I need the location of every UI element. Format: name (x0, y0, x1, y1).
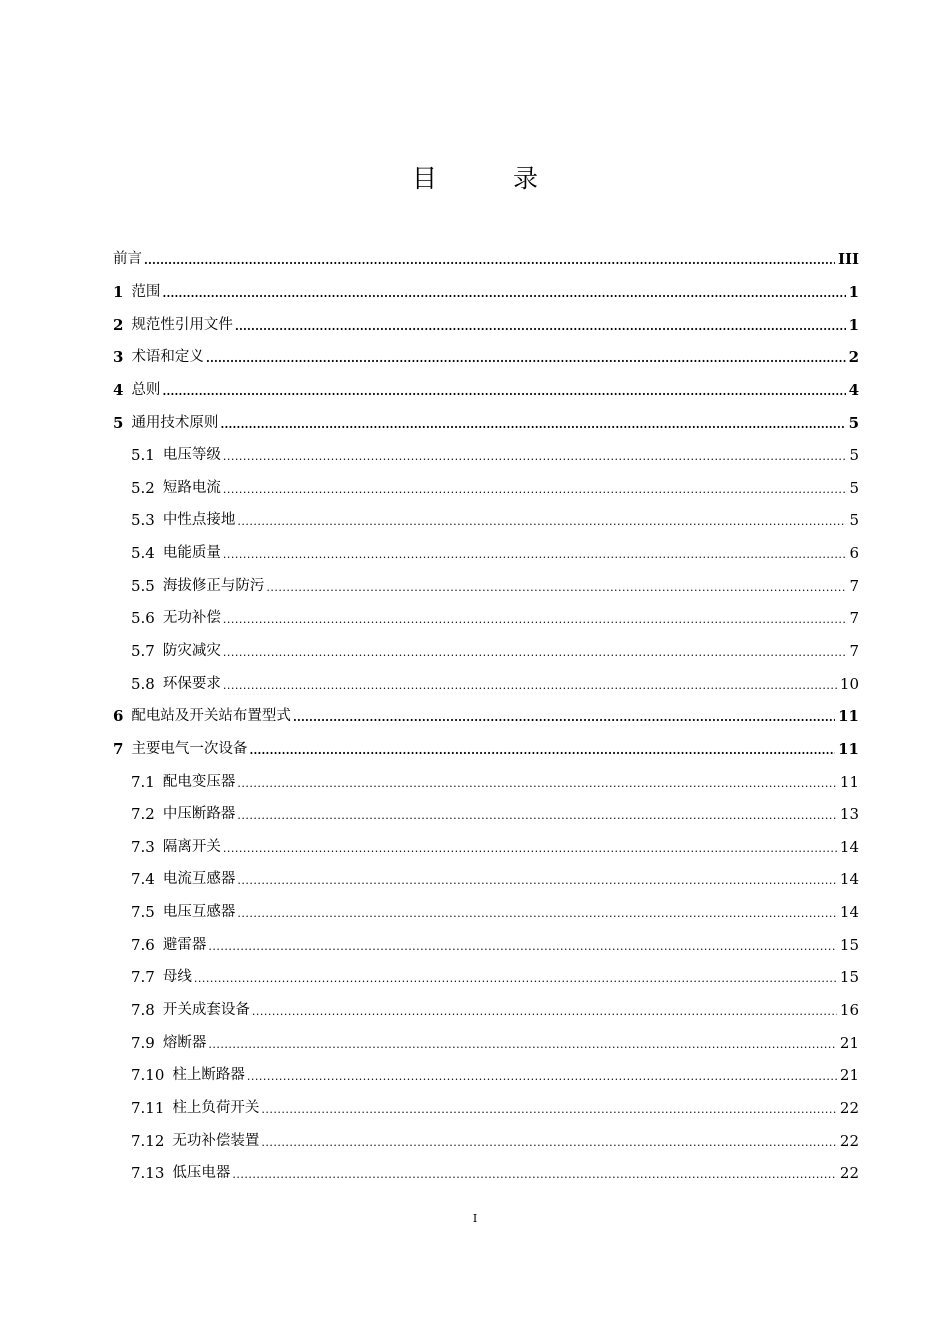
toc-entry-page: 22 (839, 1098, 859, 1117)
toc-entry-title: 通用技术原则 (131, 414, 219, 431)
toc-entry-page: 5 (849, 478, 859, 497)
toc-entry-number: 7.3 (131, 837, 155, 856)
toc-dot-leader (261, 1098, 837, 1118)
toc-entry-title: 电压等级 (162, 447, 221, 464)
toc-entry-title: 配电站及开关站布置型式 (131, 708, 291, 725)
toc-entry-page: 15 (839, 968, 859, 987)
toc-dot-leader (247, 1065, 837, 1085)
toc-dot-leader (208, 935, 837, 955)
toc-entry-page: 1 (848, 315, 859, 334)
toc-entry-page: 11 (838, 707, 859, 726)
toc-dot-leader (162, 282, 845, 302)
toc-dot-leader (223, 837, 837, 857)
toc-entry[interactable] (131, 635, 859, 668)
toc-entry[interactable] (131, 1124, 859, 1157)
toc-entry[interactable] (131, 602, 859, 635)
toc-entry-number: 5.5 (131, 576, 155, 595)
toc-entry-title: 柱上断路器 (172, 1067, 245, 1084)
toc-entry-page: 21 (839, 1066, 859, 1085)
toc-dot-leader (237, 772, 837, 792)
toc-entry-title: 术语和定义 (131, 349, 204, 366)
toc-entry-title: 海拔修正与防污 (162, 577, 265, 594)
toc-entry-page: 10 (839, 674, 859, 693)
toc-entry-number: 7.13 (131, 1164, 165, 1183)
toc-entry[interactable] (113, 276, 859, 309)
toc-entry[interactable] (113, 243, 859, 276)
toc-dot-leader (261, 1131, 837, 1151)
toc-entry-number: 5.1 (131, 446, 155, 465)
toc-entry-page: 15 (839, 935, 859, 954)
toc-entry-page: 13 (839, 805, 859, 824)
toc-entry-number: 5.3 (131, 511, 155, 530)
toc-entry-page: III (837, 250, 859, 269)
toc-entry-page: 21 (839, 1033, 859, 1052)
toc-entry-page: 7 (849, 609, 859, 628)
toc-entry[interactable] (131, 504, 859, 537)
table-of-contents (0, 243, 950, 1190)
toc-entry-number: 5.7 (131, 642, 155, 660)
toc-entry-title: 电压互感器 (162, 904, 236, 921)
toc-entry[interactable] (131, 439, 859, 472)
toc-dot-leader (266, 576, 846, 596)
toc-entry-number: 7.1 (131, 772, 155, 791)
toc-entry-title: 前言 (113, 251, 142, 268)
toc-entry-page: 14 (839, 903, 859, 922)
toc-entry-title: 电流互感器 (162, 871, 236, 888)
toc-entry[interactable] (131, 1092, 859, 1125)
toc-entry-number: 6 (113, 707, 124, 726)
toc-entry[interactable] (131, 667, 859, 700)
toc-entry[interactable] (131, 831, 859, 864)
toc-dot-leader (252, 1000, 837, 1020)
toc-entry[interactable] (131, 471, 859, 504)
toc-dot-leader (223, 445, 846, 465)
toc-entry-title: 中性点接地 (162, 512, 236, 529)
toc-entry[interactable] (131, 798, 859, 831)
toc-entry-number: 7.5 (131, 903, 155, 922)
toc-entry-number: 7.6 (131, 935, 155, 954)
toc-entry[interactable] (131, 765, 859, 798)
toc-entry-title: 无功补偿 (162, 610, 221, 627)
toc-dot-leader (223, 674, 837, 694)
toc-dot-leader (237, 804, 837, 824)
toc-entry-title: 低压电器 (172, 1165, 231, 1182)
toc-entry-title: 无功补偿装置 (172, 1132, 260, 1149)
toc-entry-page: 1 (848, 282, 859, 301)
toc-entry-number: 7.11 (131, 1098, 165, 1117)
toc-entry-number: 5.4 (131, 544, 155, 563)
toc-entry-title: 隔离开关 (162, 838, 221, 855)
toc-entry-page: 16 (839, 1001, 859, 1020)
toc-entry-page: 5 (849, 446, 859, 465)
toc-entry[interactable] (131, 896, 859, 929)
toc-entry-number: 5.8 (131, 674, 155, 693)
toc-entry-number: 3 (113, 348, 124, 367)
toc-entry[interactable] (113, 308, 859, 341)
toc-entry[interactable] (131, 569, 859, 602)
toc-entry-number: 7.10 (131, 1066, 165, 1085)
toc-entry-number: 7 (113, 739, 124, 758)
toc-entry-number: 7.8 (131, 1001, 155, 1020)
toc-entry-page: 7 (849, 642, 859, 660)
toc-dot-leader (144, 249, 835, 269)
toc-entry[interactable] (113, 700, 859, 733)
toc-entry[interactable] (113, 374, 859, 407)
toc-entry-page: 11 (838, 739, 859, 758)
toc-entry-title: 主要电气一次设备 (131, 740, 248, 757)
toc-dot-leader (223, 478, 846, 498)
toc-dot-leader (249, 739, 835, 759)
toc-entry-number: 7.9 (131, 1033, 155, 1052)
toc-entry-page: 6 (849, 544, 859, 563)
toc-dot-leader (235, 315, 846, 335)
toc-dot-leader (223, 608, 846, 628)
toc-entry-page: 5 (848, 413, 859, 432)
toc-entry-number: 5 (113, 413, 124, 432)
toc-entry-number: 7.4 (131, 870, 155, 889)
toc-dot-leader (223, 543, 846, 563)
toc-entry-title: 开关成套设备 (162, 1002, 250, 1019)
toc-entry-page: 7 (849, 576, 859, 595)
toc-entry-title: 避雷器 (162, 936, 207, 953)
toc-entry[interactable] (131, 994, 859, 1027)
toc-entry-title: 配电变压器 (162, 773, 236, 790)
toc-entry[interactable] (131, 537, 859, 570)
toc-entry-number: 2 (113, 315, 124, 334)
toc-entry[interactable] (131, 1157, 859, 1190)
toc-entry-number: 7.12 (131, 1131, 165, 1150)
toc-entry[interactable] (131, 863, 859, 896)
toc-dot-leader (220, 413, 845, 433)
toc-entry-page: 14 (839, 870, 859, 889)
toc-dot-leader (237, 902, 837, 922)
toc-entry-title: 规范性引用文件 (131, 316, 233, 333)
toc-entry-number: 5.2 (131, 478, 155, 497)
page-number: I (472, 1212, 478, 1225)
toc-dot-leader (237, 510, 846, 530)
toc-dot-leader (162, 380, 845, 400)
toc-entry-title: 范围 (131, 283, 161, 300)
toc-entry[interactable] (131, 1026, 859, 1059)
page-title: 目 录 (412, 164, 572, 193)
toc-entry-number: 4 (113, 380, 124, 399)
toc-dot-leader (208, 1033, 837, 1053)
toc-entry[interactable] (131, 961, 859, 994)
toc-entry-number: 7.7 (131, 968, 155, 987)
toc-entry-number: 1 (113, 282, 124, 301)
toc-entry-page: 14 (839, 837, 859, 856)
toc-entry-page: 2 (848, 348, 859, 367)
toc-dot-leader (194, 967, 837, 987)
toc-entry-number: 5.6 (131, 609, 155, 628)
toc-entry[interactable] (131, 1059, 859, 1092)
toc-entry-title: 电能质量 (162, 545, 221, 562)
toc-entry-page: 4 (848, 380, 859, 399)
toc-entry-number: 7.2 (131, 805, 155, 824)
toc-entry-title: 中压断路器 (162, 806, 236, 823)
toc-entry[interactable] (113, 341, 859, 374)
toc-entry-title: 防灾减灾 (162, 643, 221, 659)
toc-entry-page: 11 (839, 772, 859, 791)
toc-entry-page: 5 (849, 511, 859, 530)
toc-dot-leader (293, 706, 835, 726)
toc-dot-leader (232, 1163, 837, 1183)
toc-dot-leader (223, 641, 846, 661)
toc-entry-page: 22 (839, 1164, 859, 1183)
toc-entry-page: 22 (839, 1131, 859, 1150)
toc-dot-leader (206, 347, 846, 367)
toc-dot-leader (237, 869, 837, 889)
toc-entry[interactable] (113, 406, 859, 439)
toc-entry-title: 熔断器 (162, 1034, 207, 1051)
toc-entry-title: 短路电流 (162, 479, 221, 496)
toc-entry[interactable] (113, 733, 859, 766)
toc-entry-title: 环保要求 (162, 675, 221, 692)
toc-entry-title: 柱上负荷开关 (172, 1099, 260, 1116)
toc-entry-title: 母线 (162, 969, 192, 986)
toc-entry[interactable] (131, 928, 859, 961)
toc-entry-title: 总则 (131, 381, 161, 398)
